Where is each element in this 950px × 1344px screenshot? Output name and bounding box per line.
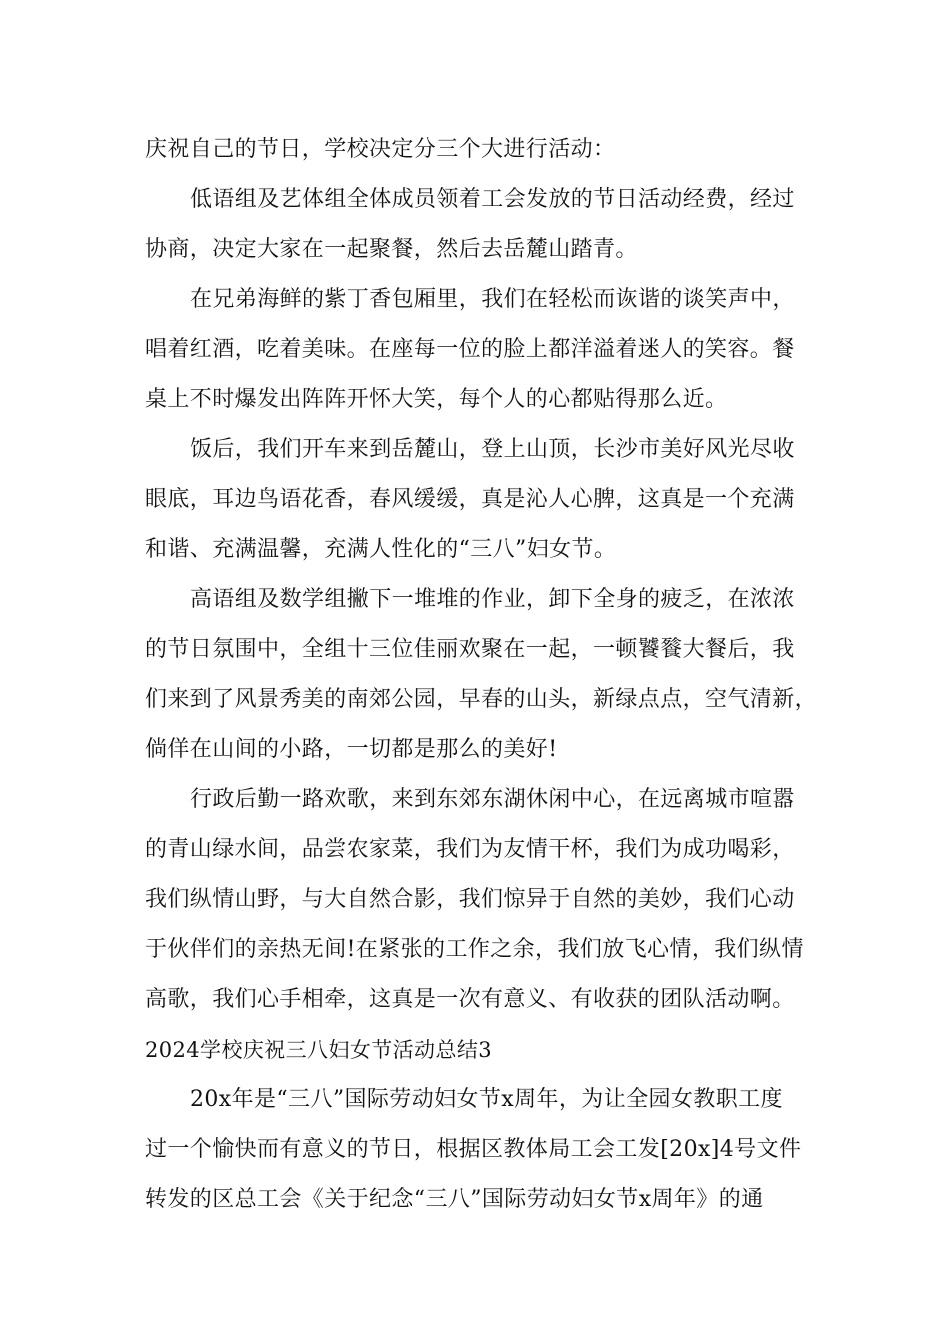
paragraph-line: 唱着红酒，吃着美味。在座每一位的脸上都洋溢着迷人的笑容。餐 bbox=[145, 337, 795, 362]
paragraph-line: 饭后，我们开车来到岳麓山，登上山顶，长沙市美好风光尽收 bbox=[190, 437, 795, 462]
paragraph-line: 眼底，耳边鸟语花香，春风缓缓，真是沁人心脾，这真是一个充满 bbox=[145, 487, 795, 512]
paragraph-line: 的青山绿水间，品尝农家菜，我们为友情干杯，我们为成功喝彩， bbox=[145, 837, 795, 862]
paragraph-line: 高语组及数学组撇下一堆堆的作业，卸下全身的疲乏，在浓浓 bbox=[190, 587, 795, 612]
paragraph-line: 协商，决定大家在一起聚餐，然后去岳麓山踏青。 bbox=[145, 237, 638, 262]
paragraph-line: 转发的区总工会《关于纪念“三八”国际劳动妇女节x周年》的通 bbox=[145, 1187, 764, 1212]
paragraph-line: 低语组及艺体组全体成员领着工会发放的节日活动经费，经过 bbox=[190, 187, 795, 212]
paragraph-line: 20x年是“三八”国际劳动妇女节x周年，为让全园女教职工度 bbox=[190, 1087, 783, 1112]
paragraph-line: 于伙伴们的亲热无间!在紧张的工作之余，我们放飞心情，我们纵情 bbox=[145, 937, 804, 962]
paragraph-line: 和谐、充满温馨，充满人性化的“三八”妇女节。 bbox=[145, 537, 617, 562]
paragraph-line: 桌上不时爆发出阵阵开怀大笑，每个人的心都贴得那么近。 bbox=[145, 387, 728, 412]
paragraph-line: 过一个愉快而有意义的节日，根据区教体局工会工发[20x]4号文件 bbox=[145, 1137, 802, 1162]
paragraph-line: 倘佯在山间的小路，一切都是那么的美好! bbox=[145, 737, 558, 762]
paragraph-line: 们来到了风景秀美的南郊公园，早春的山头，新绿点点，空气清新， bbox=[145, 687, 818, 712]
paragraph-line: 在兄弟海鲜的紫丁香包厢里，我们在轻松而诙谐的谈笑声中， bbox=[190, 287, 795, 312]
paragraph-line: 我们纵情山野，与大自然合影，我们惊异于自然的美妙，我们心动 bbox=[145, 887, 795, 912]
paragraph-line: 的节日氛围中，全组十三位佳丽欢聚在一起，一顿饕餮大餐后，我 bbox=[145, 637, 795, 662]
paragraph-line: 行政后勤一路欢歌，来到东郊东湖休闲中心，在远离城市喧嚣 bbox=[190, 787, 795, 812]
paragraph-line: 庆祝自己的节日，学校决定分三个大进行活动： bbox=[145, 137, 616, 162]
paragraph-line: 高歌，我们心手相牵，这真是一次有意义、有收获的团队活动啊。 bbox=[145, 987, 795, 1012]
section-heading: 2024学校庆祝三八妇女节活动总结3 bbox=[145, 1038, 493, 1062]
